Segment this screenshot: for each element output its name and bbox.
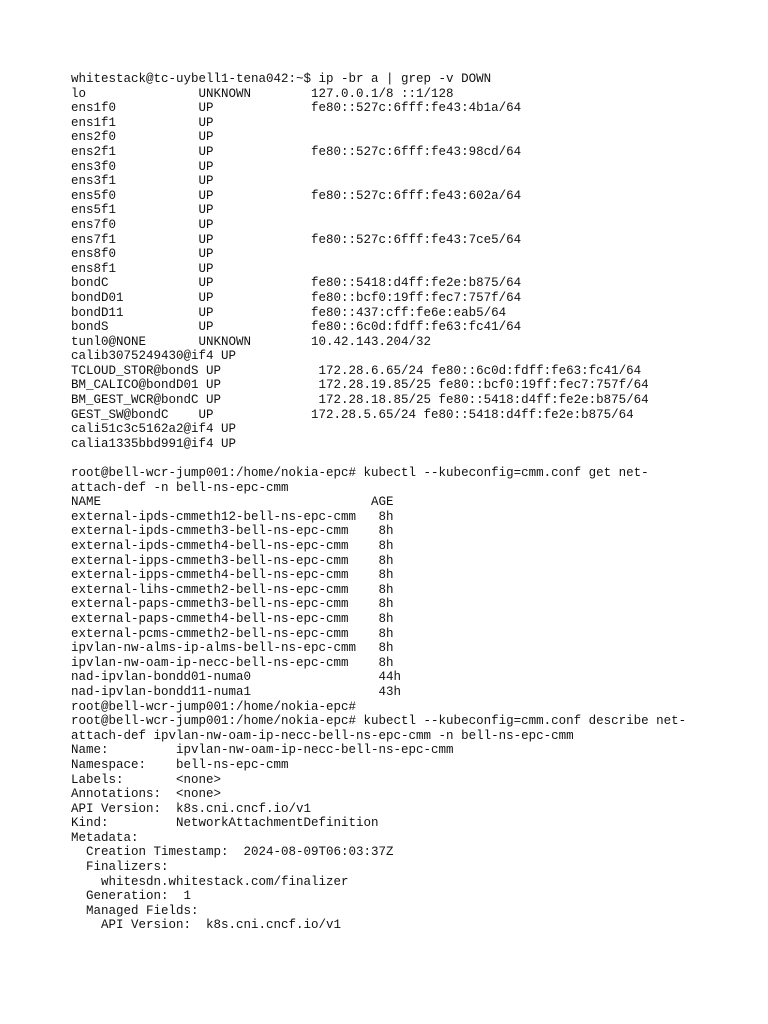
terminal-line: calib3075249430@if4 UP: [71, 349, 237, 364]
terminal-line: GEST_SW@bondC UP 172.28.5.65/24 fe80::5418:d4ff:fe2e:b875/64: [71, 407, 634, 422]
terminal-line: Metadata:: [71, 830, 139, 845]
terminal-line: Annotations: <none>: [71, 787, 222, 802]
terminal-line: ens1f0 UP fe80::527c:6fff:fe43:4b1a/64: [71, 101, 522, 116]
terminal-line: whitesdn.whitestack.com/finalizer: [71, 874, 349, 889]
terminal-line: Labels: <none>: [71, 772, 222, 787]
terminal-line: Namespace: bell-ns-epc-cmm: [71, 757, 289, 772]
terminal-line: ens3f1 UP: [71, 174, 214, 189]
terminal-line: ipvlan-nw-oam-ip-necc-bell-ns-epc-cmm 8h: [71, 655, 394, 670]
terminal-line: attach-def ipvlan-nw-oam-ip-necc-bell-ns-epc-cmm -n bell-ns-epc-cmm: [71, 728, 574, 743]
terminal-line: calia1335bbd991@if4 UP: [71, 436, 237, 451]
terminal-line: ens2f1 UP fe80::527c:6fff:fe43:98cd/64: [71, 144, 522, 159]
terminal-line: ens7f1 UP fe80::527c:6fff:fe43:7ce5/64: [71, 232, 522, 247]
terminal-line: ens3f0 UP: [71, 159, 214, 174]
terminal-line: bondC UP fe80::5418:d4ff:fe2e:b875/64: [71, 276, 522, 291]
terminal-line: API Version: k8s.cni.cncf.io/v1: [71, 801, 312, 816]
terminal-line: whitestack@tc-uybell1-tena042:~$ ip -br a | grep -v DOWN: [71, 72, 492, 86]
terminal-output: [71, 72, 751, 933]
terminal-line: external-ipps-cmmeth4-bell-ns-epc-cmm 8h: [71, 568, 394, 583]
terminal-line: NAME AGE: [71, 495, 394, 510]
terminal-line: Name: ipvlan-nw-oam-ip-necc-bell-ns-epc-cmm: [71, 743, 454, 758]
terminal-line: ens5f1 UP: [71, 203, 214, 218]
terminal-line: Managed Fields:: [71, 903, 199, 918]
terminal-line: external-ipds-cmmeth4-bell-ns-epc-cmm 8h: [71, 539, 394, 553]
terminal-line: external-ipds-cmmeth3-bell-ns-epc-cmm 8h: [71, 524, 394, 539]
terminal-line: API Version: k8s.cni.cncf.io/v1: [71, 918, 342, 933]
terminal-line: ens5f0 UP fe80::527c:6fff:fe43:602a/64: [71, 188, 522, 203]
terminal-line: external-paps-cmmeth3-bell-ns-epc-cmm 8h: [71, 597, 394, 612]
terminal-line: ens8f0 UP: [71, 247, 214, 262]
terminal-line: nad-ipvlan-bondd01-numa0 44h: [71, 670, 402, 685]
terminal-line: BM_CALICO@bondD01 UP 172.28.19.85/25 fe80::bcf0:19ff:fec7:757f/64: [71, 378, 649, 393]
terminal-line: root@bell-wcr-jump001:/home/nokia-epc# kubectl --kubeconfig=cmm.conf describe net-: [71, 714, 687, 729]
terminal-line: lo UNKNOWN 127.0.0.1/8 ::1/128: [71, 86, 454, 101]
terminal-line: external-ipps-cmmeth3-bell-ns-epc-cmm 8h: [71, 553, 394, 568]
terminal-line: root@bell-wcr-jump001:/home/nokia-epc# kubectl --kubeconfig=cmm.conf get net-: [71, 466, 649, 481]
terminal-line: bondS UP fe80::6c0d:fdff:fe63:fc41/64: [71, 320, 522, 335]
terminal-line: ens1f1 UP: [71, 115, 214, 130]
terminal-line: root@bell-wcr-jump001:/home/nokia-epc#: [71, 699, 357, 714]
terminal-line: ens2f0 UP: [71, 130, 214, 145]
terminal-line: Finalizers:: [71, 860, 169, 875]
terminal-line: ens8f1 UP: [71, 261, 214, 276]
terminal-line: external-paps-cmmeth4-bell-ns-epc-cmm 8h: [71, 611, 394, 626]
terminal-line: TCLOUD_STOR@bondS UP 172.28.6.65/24 fe80::6c0d:fdff:fe63:fc41/64: [71, 363, 642, 378]
terminal-line: ipvlan-nw-alms-ip-alms-bell-ns-epc-cmm 8h: [71, 641, 394, 656]
terminal-line: external-lihs-cmmeth2-bell-ns-epc-cmm 8h: [71, 582, 394, 597]
terminal-line: Generation: 1: [71, 889, 192, 904]
terminal-line: Creation Timestamp: 2024-08-09T06:03:37Z: [71, 845, 394, 860]
terminal-line: bondD01 UP fe80::bcf0:19ff:fec7:757f/64: [71, 290, 522, 305]
terminal-line: external-pcms-cmmeth2-bell-ns-epc-cmm 8h: [71, 626, 394, 641]
terminal-line: attach-def -n bell-ns-epc-cmm: [71, 480, 289, 495]
terminal-line: ens7f0 UP: [71, 217, 214, 232]
terminal-line: tunl0@NONE UNKNOWN 10.42.143.204/32: [71, 334, 432, 349]
terminal-line: bondD11 UP fe80::437:cff:fe6e:eab5/64: [71, 305, 507, 320]
terminal-line: nad-ipvlan-bondd11-numa1 43h: [71, 684, 402, 699]
terminal-line: external-ipds-cmmeth12-bell-ns-epc-cmm 8h: [71, 509, 394, 524]
terminal-line: Kind: NetworkAttachmentDefinition: [71, 816, 379, 831]
terminal-line: cali51c3c5162a2@if4 UP: [71, 422, 237, 437]
terminal-line: [71, 451, 751, 466]
terminal-line: BM_GEST_WCR@bondC UP 172.28.18.85/25 fe80::5418:d4ff:fe2e:b875/64: [71, 393, 649, 408]
